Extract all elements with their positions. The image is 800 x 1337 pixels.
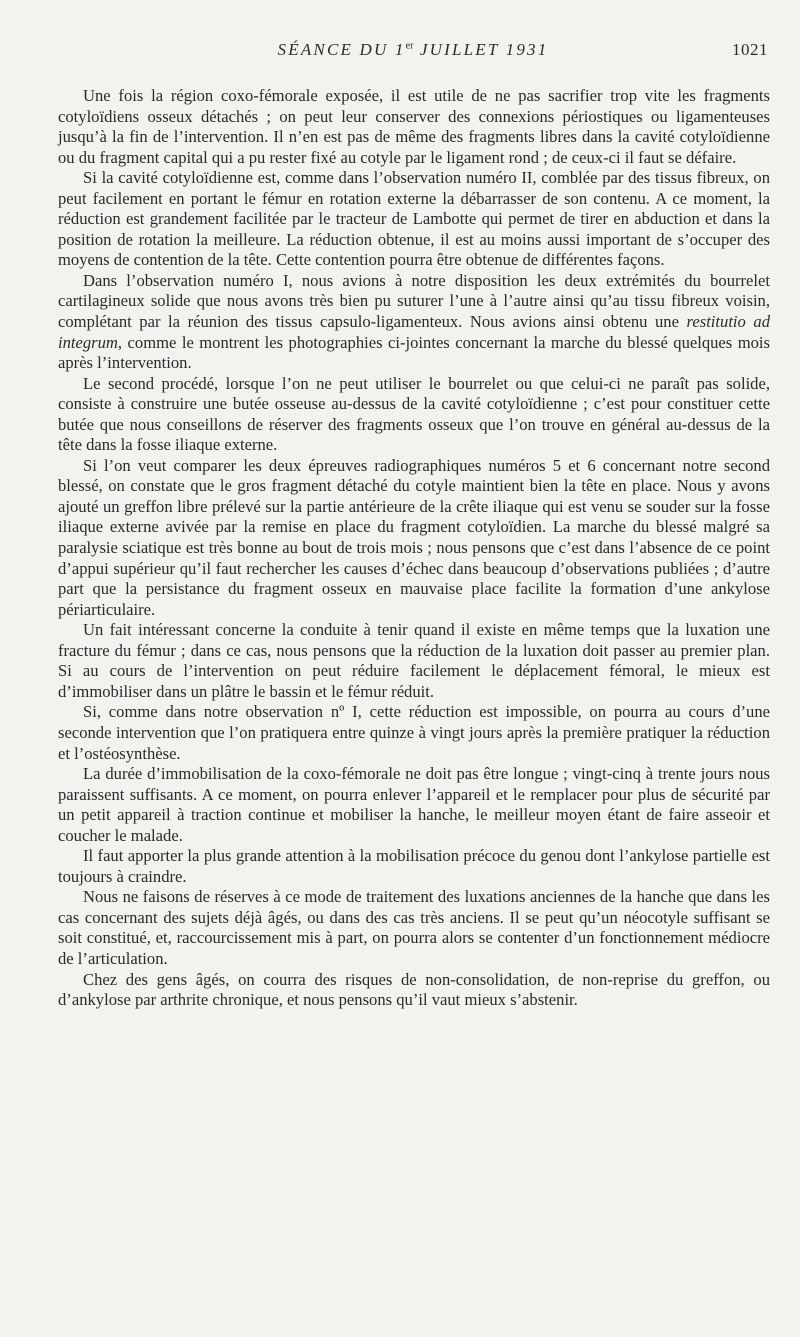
running-head-title [58,40,768,60]
paragraph [58,271,770,374]
body-text [58,86,770,1011]
paragraph: Il faut apporter la plus grande attention à la mobilisation précoce du genou dont l’ankylose partielle est toujours à craindre. [58,846,770,886]
running-head [58,40,768,64]
paragraph-text: Dans l’observation numéro I, nous avions à notre disposition les deux extrémités du bourrelet cartilagineux solide que nous avons très bien pu suturer l’une à l’autre ainsi qu’au tissu fibreux voisin, complétant par la réunion des tissus capsulo-ligamenteux. Nous avions ainsi obtenu une [58,270,770,332]
running-head-title-superscript: er [405,40,414,52]
paragraph: Un fait intéressant concerne la conduite à tenir quand il existe en même temps que la luxation une fracture du fémur ; dans ce cas, nous pensons que la réduction de la luxation doit passer au premier plan. Si au cours de l’intervention on peut réduire facilement le déplacement fémoral, le mieux est d’immobiliser dans un plâtre le bassin et le fémur réduit. [58,620,770,701]
paragraph: Si la cavité cotyloïdienne est, comme dans l’observation numéro II, comblée par des tissus fibreux, on peut facilement en portant le fémur en rotation externe la débarrasser de son contenu. A ce moment, la réduction est grandement facilitée par le tracteur de Lambotte qui permet de tirer en abduction et dans la position de rotation la meilleure. La réduction obtenue, il est au moins aussi important de s’occuper des moyens de contention de la tête. Cette contention pourra être obtenue de différentes façons. [58,168,770,270]
paragraph: Si l’on veut comparer les deux épreuves radiographiques numéros 5 et 6 concernant notre second blessé, on constate que le gros fragment détaché du cotyle maintient bien la tête en place. Nous y avons ajouté un greffon libre prélevé sur la partie antérieure de la crête iliaque qui est venu se souder sur la fosse iliaque externe avivée par la remise en place du fragment cotyloïdien. La marche du blessé malgré sa paralysie sciatique est très bonne au bout de trois mois ; nous pensons que c’est dans l’absence de ce point d’appui supérieur qu’il faut rechercher les causes d’échec dans beaucoup d’observations publiées ; d’autre part que la persistance du fragment osseux en mauvaise place facilite la formation d’une ankylose périarticulaire. [58,455,770,619]
page-number: 1021 [732,40,768,59]
paragraph: Chez des gens âgés, on courra des risques de non-consolidation, de non-reprise du greffon, ou d’ankylose par arthrite chronique, et nous pensons qu’il vaut mieux s’abstenir. [58,969,770,1010]
running-head-title-start: SÉANCE DU 1 [277,40,406,59]
paragraph: Nous ne faisons de réserves à ce mode de traitement des luxations anciennes de la hanche que dans les cas concernant des sujets déjà âgés, ou dans des cas très anciens. Il se peut qu’un néocotyle suffisant se soit constitué, et, raccourcissement mis à part, on pourra alors se contenter d’un fonctionnement médiocre de l’articulation. [58,887,770,968]
paragraph: Une fois la région coxo-fémorale exposée, il est utile de ne pas sacrifier trop vite les fragments cotyloïdiens osseux détachés ; on peut leur conserver des connexions périostiques ou ligamenteuses jusqu’à la fin de l’intervention. Il n’en est pas de même des fragments libres dans la cavité cotyloïdienne ou du fragment capital qui a pu rester fixé au cotyle par le ligament rond ; de ceux-ci il faut se défaire. [58,86,770,167]
latin-phrase: restitutio ad integrum [58,312,770,352]
paragraph: Le second procédé, lorsque l’on ne peut utiliser le bourrelet ou que celui-ci ne paraît pas solide, consiste à construire une butée osseuse au-dessus de la cavité cotyloïdienne ; c’est pour constituer cette butée que nous conseillons de réserver des fragments osseux que l’on trouve en général au-dessus de la tête dans la fosse iliaque externe. [58,373,770,455]
running-head-title-end: JUILLET 1931 [413,40,549,59]
paragraph: La durée d’immobilisation de la coxo-fémorale ne doit pas être longue ; vingt-cinq à trente jours nous paraissent suffisants. A ce moment, on pourra enlever l’appareil et le remplacer pour plus de sécurité par un petit appareil à traction continue et mobiliser la hanche, le meilleur moyen étant de faire asseoir et coucher le malade. [58,764,770,845]
paragraph-text: , comme le montrent les photographies ci-jointes concernant la marche du blessé quelques mois après l’intervention. [58,332,770,373]
paragraph: Si, comme dans notre observation nº I, cette réduction est impossible, on pourra au cours d’une seconde intervention que l’on pratiquera entre quinze à vingt jours après la première pratiquer la réduction et l’ostéosynthèse. [58,702,770,763]
